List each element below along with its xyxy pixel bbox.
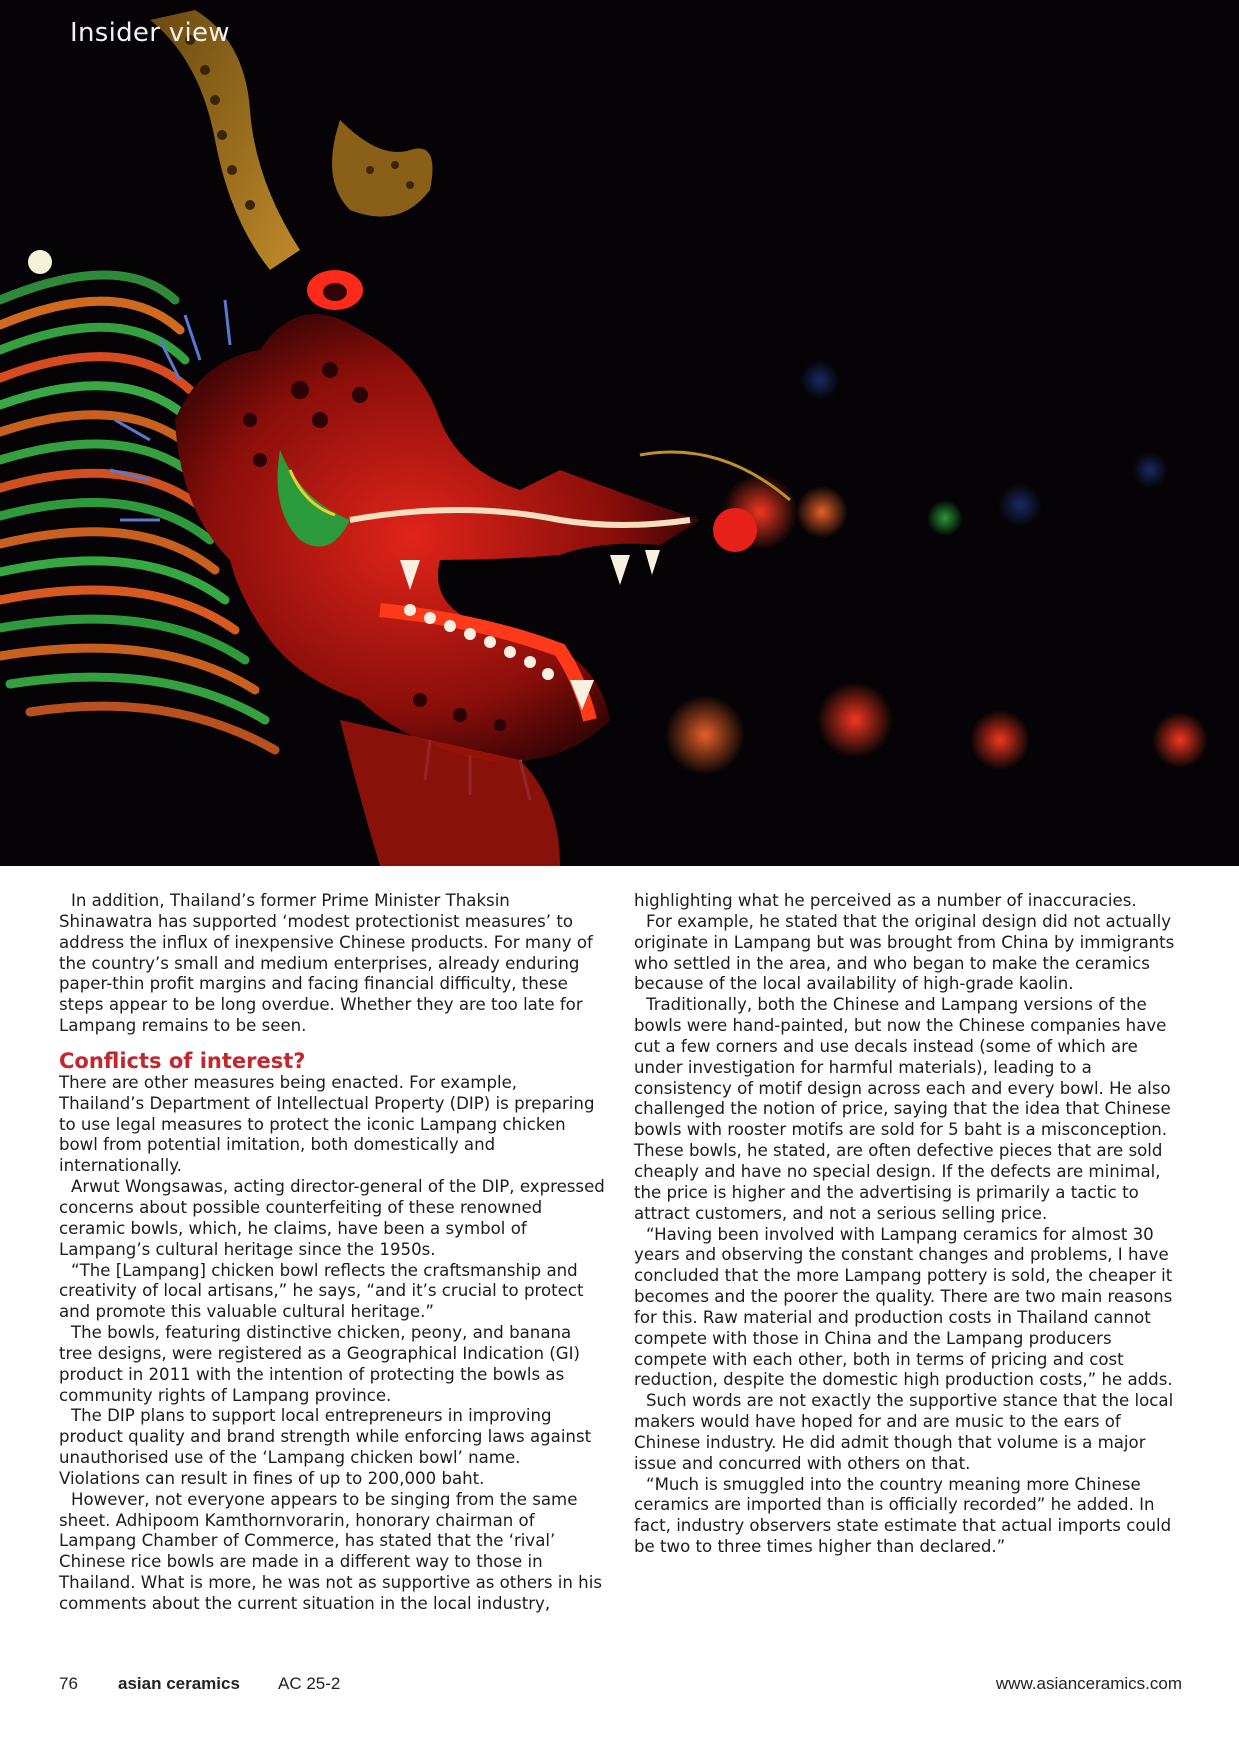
- article-column-right: [634, 891, 1182, 1558]
- paragraph: Traditionally, both the Chinese and Lampang versions of the bowls were hand-painted, but now the Chinese companies have cut a few corners and use decals instead (some of which are under investigation for harmful materials), leading to a consistency of motif design across each and every bowl. He also challenged the notion of price, saying that the idea that Chinese bowls with rooster motifs are sold for 5 baht is a misconception. These bowls, he stated, are often defective pieces that are sold cheaply and have no special design. If the defects are minimal, the price is higher and the advertising is primarily a tactic to attract customers, and not a serious selling price.: [634, 995, 1171, 1223]
- website-url: www.asianceramics.com: [995, 1674, 1182, 1693]
- paragraph: For example, he stated that the original design did not actually originate in Lampang but was brought from China by immigrants who settled in the area, and who began to make the ceramics because of the local availability of high-grade kaolin.: [634, 911, 1175, 994]
- paragraph: “The [Lampang] chicken bowl reflects the craftsmanship and creativity of local artisans,” he says, “and it’s crucial to protect and promote this valuable cultural heritage.”: [59, 1260, 584, 1322]
- paragraph: Arwut Wongsawas, acting director-general of the DIP, expressed concerns about possible counterfeiting of these renowned ceramic bowls, which, he claims, have been a symbol of Lampang’s cultural heritage since the 1950s.: [59, 1177, 605, 1259]
- paragraph: “Much is smuggled into the country meaning more Chinese ceramics are imported than is officially recorded” he added. In fact, industry observers state estimate that actual imports could be two to three times higher than declared.”: [634, 1474, 1172, 1557]
- page-footer: [59, 1674, 1182, 1698]
- paragraph: highlighting what he perceived as a number of inaccuracies.: [634, 891, 1137, 910]
- paragraph: However, not everyone appears to be singing from the same sheet. Adhipoom Kamthornvorarin, honorary chairman of Lampang Chamber of Commerce, has stated that the ‘rival’ Chinese rice bowls are made in a different way to those in Thailand. What is more, he was not as supportive as others in his comments about the current situation in the local industry,: [59, 1489, 602, 1613]
- section-tag: Insider view: [70, 18, 230, 48]
- hero-photo: [0, 0, 1239, 866]
- dragon-icon: [0, 0, 1239, 866]
- subheading: Conflicts of interest?: [59, 1048, 306, 1073]
- issue-number: AC 25-2: [278, 1674, 341, 1693]
- article-column-left: [59, 891, 605, 1615]
- paragraph: The bowls, featuring distinctive chicken, peony, and banana tree designs, were registered as a Geographical Indication (GI) product in 2011 with the intention of protecting the bowls as community rights of Lampang province.: [59, 1323, 580, 1405]
- magazine-name: asian ceramics: [118, 1674, 240, 1693]
- paragraph: In addition, Thailand’s former Prime Minister Thaksin Shinawatra has supported ‘modest protectionist measures’ to address the influx of inexpensive Chinese products. For many of the country’s small and medium enterprises, already enduring paper-thin profit margins and facing financial difficulty, these steps appear to be long overdue. Whether they are too late for Lampang remains to be seen.: [59, 891, 593, 1036]
- paragraph: The DIP plans to support local entrepreneurs in improving product quality and brand strength while enforcing laws against unauthorised use of the ‘Lampang chicken bowl’ name. Violations can result in fines of up to 200,000 baht.: [59, 1406, 592, 1488]
- paragraph: “Having been involved with Lampang ceramics for almost 30 years and observing the constant changes and problems, I have concluded that the more Lampang pottery is sold, the cheaper it becomes and the poorer the quality. There are two main reasons for this. Raw material and production costs in Thailand cannot compete with those in China and the Lampang producers compete with each other, both in terms of pricing and cost reduction, despite the domestic high production costs,” he adds.: [634, 1224, 1173, 1390]
- paragraph: There are other measures being enacted. For example, Thailand’s Department of Intellectual Property (DIP) is preparing to use legal measures to protect the iconic Lampang chicken bowl from potential imitation, both domestically and internationally.: [59, 1072, 595, 1176]
- paragraph: Such words are not exactly the supportive stance that the local makers would have hoped for and are music to the ears of Chinese industry. He did admit though that volume is a major issue and concurred with others on that.: [634, 1391, 1174, 1473]
- page-number: 76: [59, 1674, 78, 1693]
